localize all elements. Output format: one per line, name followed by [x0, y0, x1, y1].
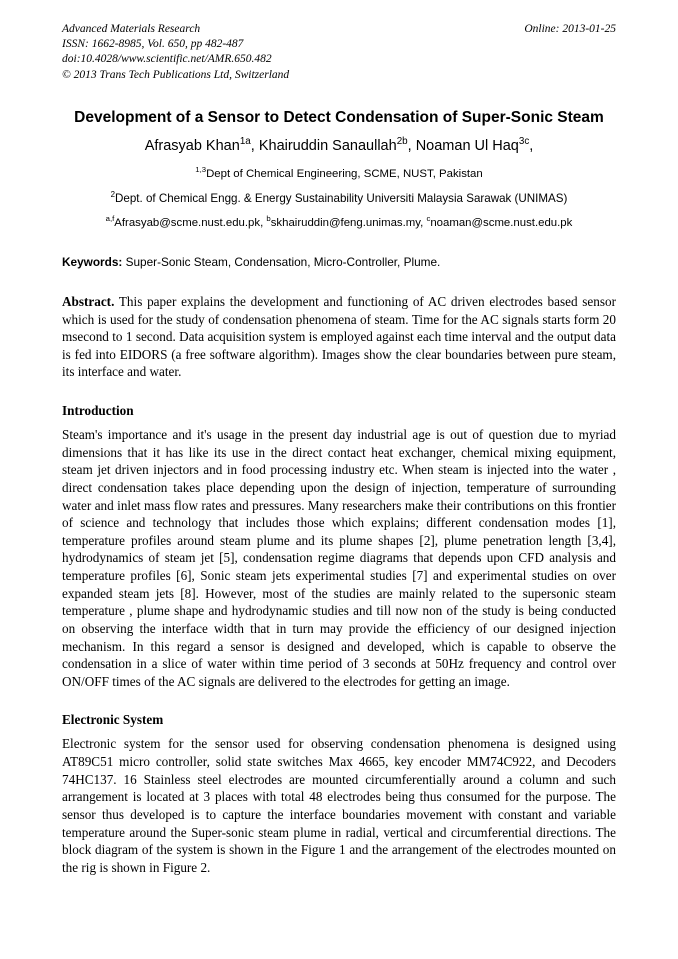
author-3-sup: 3c: [518, 136, 530, 148]
author-3-name: Noaman Ul Haq: [415, 138, 519, 155]
running-head: [62, 22, 616, 83]
section-electronic-system-paragraph-1: Electronic system for the sensor used for observing condensation phenomena is designed using AT89C51 micro controller, solid state switches Max 4665, key encoder MM74C922, and Decoders 74HC137. 16 Stainless steel electrodes are mounted circumferentially around a column and such arrangement is located at 3 places with total 48 electrodes being thus consumed for the purpose. The sensor thus developed is to capture the interface boundaries movement with constant and variable temperature around the Super-sonic steam plume in radial, vertical and circumferential directions. The block diagram of the system is shown in the Figure 1 and the arrangement of the electrodes mounted on the rig is shown in Figure 2.: [62, 736, 616, 875]
author-2-name: Khairuddin Sanaullah: [258, 138, 397, 155]
section-introduction-paragraph-1: Steam's importance and it's usage in the present day industrial age is out of question due to myriad dimensions that it has like its use in the direct contact heat exchanger, chemical mixing equipment, steam jet driven injectors and in food processing industry etc. When steam is injected into the water , direct condensation takes place depending upon the design of injection, temperature of surrounding water and inlet mass flow rates and pressures. Many researchers make their contributions on this frontier of science and technology that includes those which explains; different condensation modes [1], temperature profiles around steam plume and its plume shapes [2], plume penetration length [3,4], hydrodynamics of steam jet [5], condensation regime diagrams that depends upon CFD analysis and temperature profiles [6], Sonic steam jets experimental studies [7] and experimental studies on over expanded steam jets [8]. However, most of the studies are mainly related to the supersonic steam temperature , plume shape and hydrodynamic studies and till now non of the study is being conducted on observing the interface width that in turn may provide the efficiency of our designed injection mechanism. In this regard a sensor is designed and developed, which is capable to observe the condensation in a slice of water within time period of 3 seconds at 50Hz frequency and control over ON/OFF times of the AC signals are delivered to the electrodes for getting an image.: [62, 427, 616, 689]
author-sep-1: ,: [250, 138, 259, 155]
author-trailing-comma: ,: [529, 138, 534, 155]
author-1: [145, 138, 251, 154]
journal-name: Advanced Materials Research: [62, 23, 201, 35]
affiliation-2-sup: 2: [110, 190, 116, 200]
affiliation-2-text: Dept. of Chemical Engg. & Energy Sustainability Universiti Malaysia Sarawak (UNIMAS): [115, 192, 568, 206]
affiliation-1-sup: 1,3: [195, 165, 207, 175]
author-1-sup: 1a: [239, 136, 251, 148]
email-3-text: noaman@scme.nust.edu.pk: [430, 217, 573, 230]
email-2-sup: b: [266, 214, 271, 224]
author-3: [416, 138, 530, 154]
affiliation-2: [62, 191, 616, 206]
issn-line: ISSN: 1662-8985, Vol. 650, pp 482-487: [62, 38, 244, 51]
doi-line: doi:10.4028/www.scientific.net/AMR.650.482: [62, 53, 272, 66]
running-head-left: [62, 22, 450, 83]
page-title: Development of a Sensor to Detect Condensation of Super-Sonic Steam: [74, 108, 604, 126]
email-1-text: Afrasyab@scme.nust.edu.pk,: [114, 217, 264, 230]
author-sep-2: ,: [407, 138, 416, 155]
section-heading-electronic-system: Electronic System: [62, 712, 164, 728]
email-1-sup: a,f: [105, 214, 115, 224]
email-3-sup: c: [426, 214, 431, 224]
affiliation-1: [62, 167, 616, 182]
author-2-sup: 2b: [396, 136, 408, 148]
author-list: [62, 137, 616, 155]
abstract: [62, 293, 616, 381]
section-heading-introduction: Introduction: [62, 403, 134, 419]
keywords-text: Super-Sonic Steam, Condensation, Micro-Controller, Plume.: [122, 255, 441, 270]
abstract-text: This paper explains the development and functioning of AC driven electrodes based sensor which is used for the study of condensation phenomena of steam. Time for the AC signals starts form 20 msecond to 1 second. Data acquisition system is employed against each time interval and the output data is fed into EIDORS (a free software algorithm). Images show the clear boundaries between pure steam, its interface and water.: [62, 294, 616, 380]
email-list: [62, 214, 616, 230]
email-2-text: skhairuddin@feng.unimas.my,: [270, 217, 424, 230]
copyright-line: © 2013 Trans Tech Publications Ltd, Switzerland: [62, 68, 290, 81]
keywords-line: [62, 255, 616, 269]
affiliation-1-text: Dept of Chemical Engineering, SCME, NUST, Pakistan: [206, 168, 483, 181]
author-1-name: Afrasyab Khan: [144, 138, 240, 155]
author-2: [259, 138, 408, 154]
online-date: Online: 2013-01-25: [524, 23, 616, 35]
abstract-label: Abstract.: [62, 294, 115, 310]
keywords-label: Keywords:: [62, 255, 123, 270]
